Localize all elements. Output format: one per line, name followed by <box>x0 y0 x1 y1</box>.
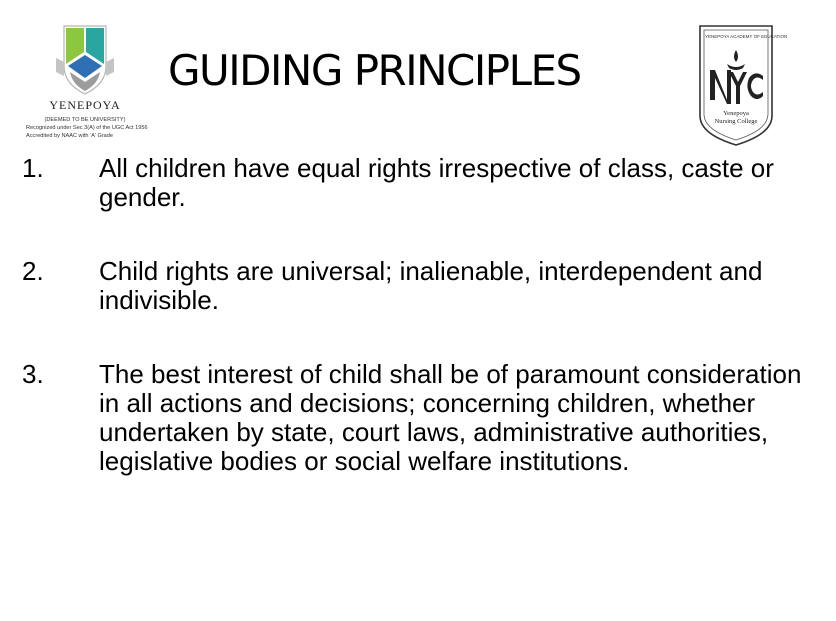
yenepoya-nursing-college-logo <box>697 24 788 148</box>
list-item-number: 3. <box>22 359 44 389</box>
yenepoya-university-crest-icon <box>26 22 144 98</box>
list-item <box>22 154 822 212</box>
list-item-number: 2. <box>22 256 44 286</box>
list-item-text: The best interest of child shall be of paramount consideration in all actions and decisions; concerning children, whether undertaken by state, court laws, administrative authorities, legislative bodies or social welfare institutions. <box>99 359 802 476</box>
logo-right-arc-text: YENEPOYA ACADEMY OF EDUCATION <box>705 34 788 39</box>
page-title: GUIDING PRINCIPLES <box>168 46 581 95</box>
list-item <box>22 360 822 476</box>
logo-right-college-name <box>701 110 771 126</box>
list-item <box>22 257 822 315</box>
yenepoya-university-logo <box>26 22 148 150</box>
list-item-text: Child rights are universal; inalienable, interdependent and indivisible. <box>99 256 763 315</box>
logo-right-name-line: Yenepoya <box>723 110 749 117</box>
list-item-number: 1. <box>22 153 44 183</box>
list-item-text: All children have equal rights irrespective of class, caste or gender. <box>99 153 774 212</box>
logo-left-subline: Accredited by NAAC with 'A' Grade <box>26 133 114 139</box>
logo-left-subline: (DEEMED TO BE UNIVERSITY) <box>44 117 126 123</box>
principles-list <box>22 154 822 476</box>
yenepoya-nursing-college-emblem-icon <box>697 24 788 148</box>
logo-left-name: YENEPOYA <box>49 98 121 112</box>
logo-left-subline: Recognized under Sec 3(A) of the UGC Act 1956 <box>26 125 148 131</box>
logo-right-name-line: Nursing College <box>714 118 758 125</box>
